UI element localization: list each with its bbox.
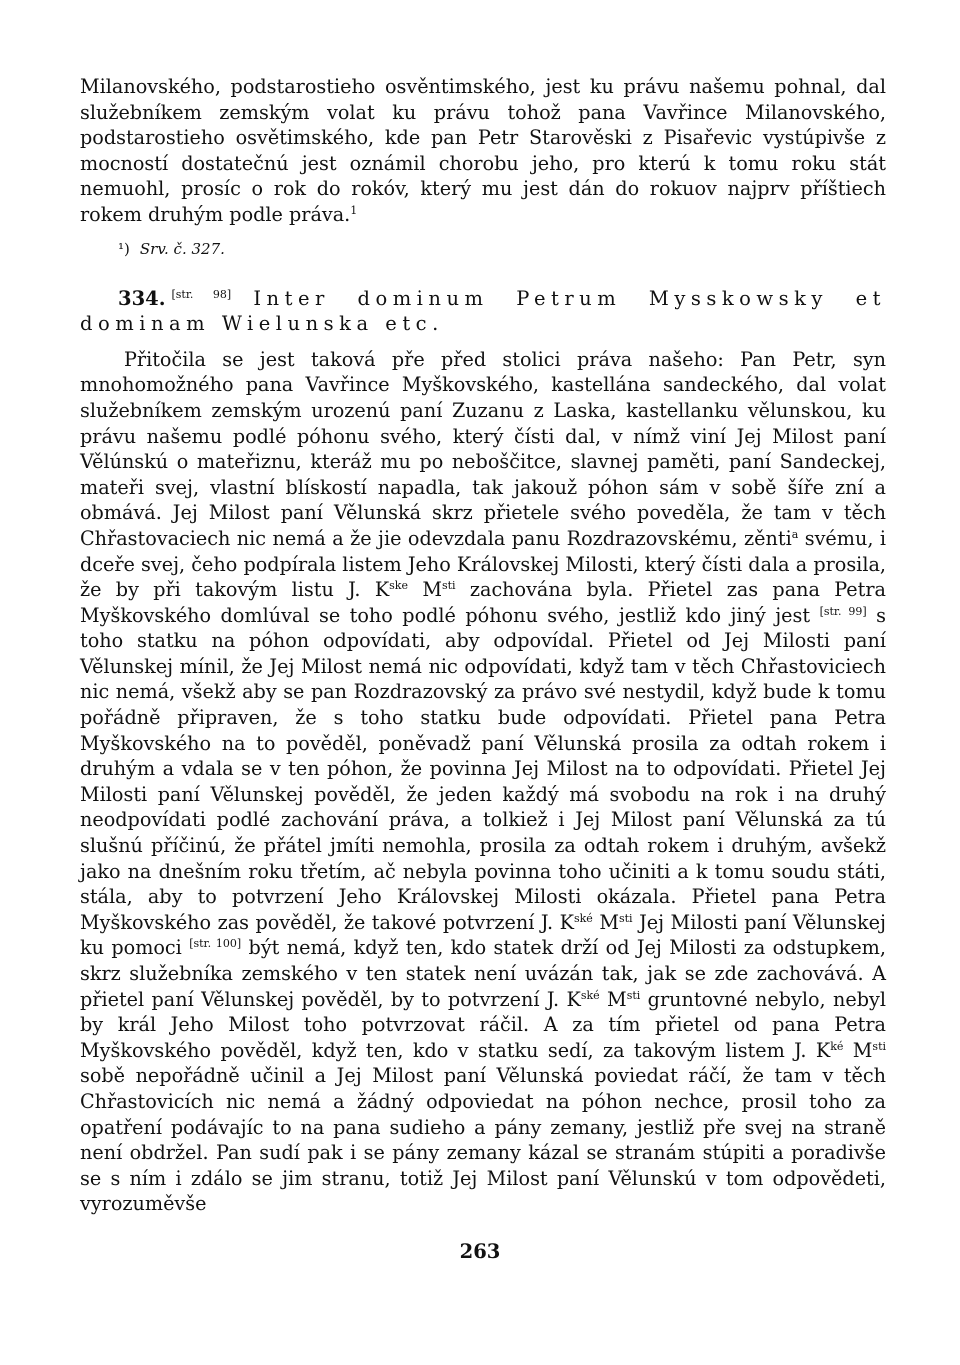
abbr-sup: sti [626,988,641,1002]
abbr-sup: ské [580,988,600,1002]
abbr-m: M [852,1038,873,1062]
abbr-m: M [599,910,619,934]
textual-note-marker: a [791,527,799,541]
page-number: 263 [459,1240,501,1263]
abbr-k: K [566,987,581,1011]
body-text-1: Přitočila se jest taková pře před stolici práva našeho: Pan Petr, syn mnohomožného pana Vavřince Myškovského, kastellána sandeckého, dal volat služebníkem zemským urozenú paní Zuzanu z Laska, kastellanku vělunskou, ku právu našemu podlé póhonu svého, který čísti dal, v nímž viní Jej Milost paní Vělúnskú o mateřiznu, kteráž mu po neboščitce, slavnej paměti, paní Sandeckej, mateři svej, vlastní blískostí napadla, tak jakouž póhon sám v sobě šíře zní a obmává. Jej Milost paní Vělunská skrz přietele svého poveděla, že tam v těch Chřastovaciech nic nemá a že jie odevzdala panu Rozdrazovskému, zěnti [80,347,886,550]
document-page [80,74,886,1217]
body-text-5: Jej Milosti paní Vělunskej ku pomoci [80,910,886,960]
body-paragraph [80,347,886,1217]
abbr-m: M [607,987,627,1011]
footnote-marker: 1 [350,203,358,217]
body-text-3: zachována byla. Přietel zas pana Petra Myškovského domlúval se toho podlé póhonu svého, jestliž kdo jiný jest [80,578,886,627]
page-ref-99: [str. 99] [819,604,867,618]
entry-title: Inter dominum Petrum Mysskowsky et dominam Wielunska etc. [80,286,886,336]
body-text-2: svému, i dceře svej, čeho podpírala listem Jeho Královskej Milosti, který čísti dala a prosila, že by při takovým listu J. [80,526,886,602]
page-ref-100: [str. 100] [189,937,242,951]
abbr-sup: sti [872,1039,887,1053]
footnote-text: Srv. č. 327. [139,239,225,258]
abbr-sup: sti [618,911,633,925]
abbr-k: K [374,578,390,602]
footnote-ref: ¹) [118,239,130,258]
entry-number: 334. [118,286,166,310]
body-text-6: být nemá, když ten, kdo statek drží od Jej Milosti za odstupkem, skrz služebníka zemského v ten statek není uvázán tak, jak se zde zachovává. A přietel paní Vělunskej pověděl, by to potvrzení J. [80,936,886,1011]
opening-paragraph-text: Milanovského, podstarostieho osvěntimského, jest ku právu našemu pohnal, dal služebníkem zemským volat ku právu tohož pana Vavřince Milanovského, podstarostieho osvětimského, kde pan Petr Starověski z Pisařevic vystúpivše z mocností dostatečnú jest oznámil chorobu jeho, pro kterú k tomu roku stát nemuohl, prosíc o rok do rokóv, který mu jest dán do rokuov najprv příštiech rokem druhým podle práva. [80,75,886,226]
abbr-sup: ske [389,579,408,593]
abbr-sup: sti [441,579,456,593]
abbr-sup: ké [830,1039,844,1053]
body-text-8: sobě nepořádně učinil a Jej Milost paní Vělunská poviedat ráčí, že tam v těch Chřastovicích nic nemá a žádný odpoviedat na póhon nechce, prosil toho za opatření podávajíc to na pana sudieho a pány zemany, jestliž pře svej na straně není obdržel. Pan sudí pak i se pány zemany kázal se stranám stúpiti a poradivše se s ním i zdálo se jim stranu, totiž Jej Milost paní Vělunskú v tom odpovědeti, vyrozuměvše [80,1064,886,1216]
opening-paragraph [80,74,886,228]
entry-heading [80,286,886,337]
body-text-7: gruntovné nebylo, nebyl by král Jeho Milost toho potvrzovat ráčil. A za tím přietel od pana Petra Myškovského pověděl, když ten, kdo v statku sedí, za takovým listem J. [80,987,886,1062]
body-text-4: s toho statku na póhon odpovídati, aby odpovídal. Přietel od Jej Milosti paní Vělunskej mínil, že Jej Milost nemá nic odpovídati, když tam v těch Chřastoviciech nic nemá, všekž aby se pan Rozdrazovský za právo své nestydil, když bude k tomu pořádně připraven, že s toho statku bude odpovídati. Přietel pana Petra Myškovského na to pověděl, poněvadž paní Vělunská prosila za odtah rokem i druhým a vdala se v ten póhon, že povinna Jej Milost na to odpovídati. Přietel Jej Milosti paní Vělunskej pověděl, že jeden každý má svobodu na rok i na druhý neodpovídati podlé zachování práva, a tolkiež i Jej Milost paní Vělunská za tú slušnú příčinú, že přátel jmíti nemohla, prosila za odtah rokem i druhým, avšekž jako na dnešním roku třetím, ač nebyla povinna toho učiniti a k tomu soudu státi, stála, aby to potvrzení Jeho Královskej Milosti okázala. Přietel pana Petra Myškovského zas pověděl, že takové potvrzení J. [80,603,886,934]
abbr-m: M [422,578,442,602]
footnote [118,239,886,259]
abbr-sup: ské [573,911,593,925]
page-ref-98: [str. 98] [171,287,232,301]
abbr-k: K [815,1038,831,1062]
abbr-k: K [559,910,574,934]
